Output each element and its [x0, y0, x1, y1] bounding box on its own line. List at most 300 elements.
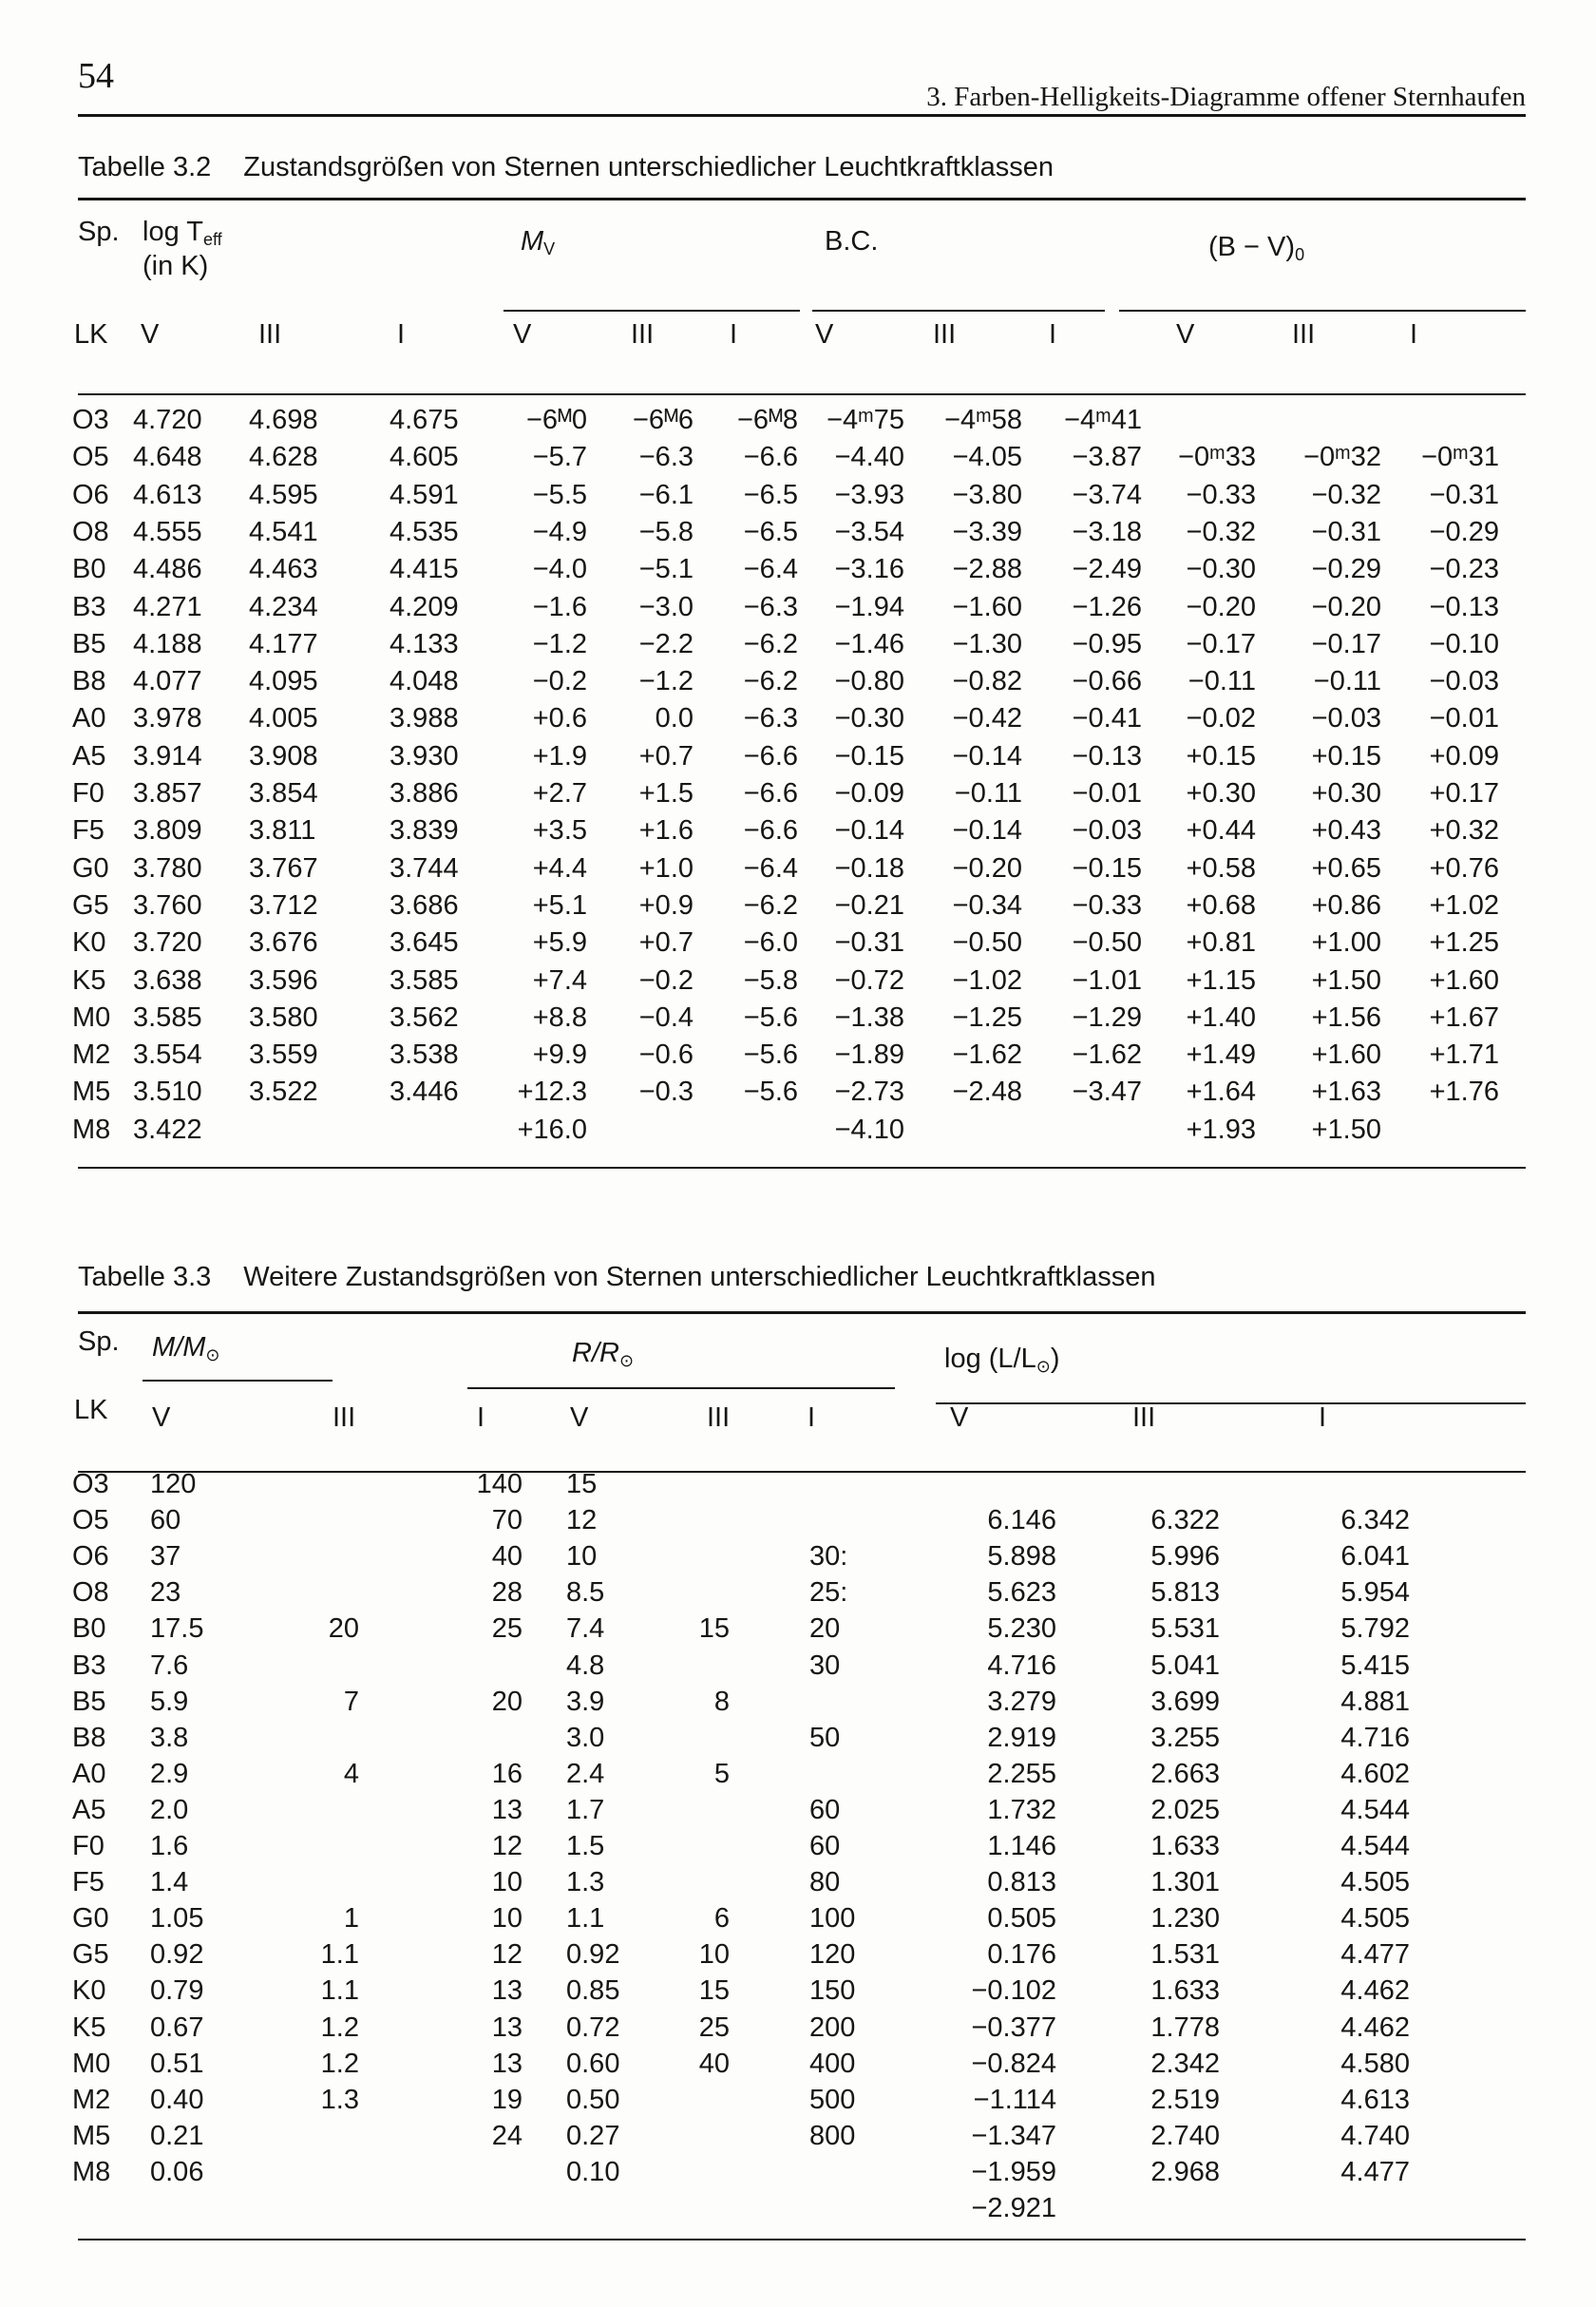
spectral-type-cell: G5	[72, 889, 109, 921]
table-cell: −1.30	[952, 628, 1022, 659]
table-cell: −0.23	[1429, 554, 1499, 585]
table-cell: 1.2	[320, 2048, 359, 2079]
table-cell: −0ᵐ32	[1303, 442, 1381, 473]
table-cell: +0.44	[1186, 815, 1256, 847]
table-cell: −3.0	[638, 591, 694, 622]
table-cell: +1.93	[1186, 1114, 1256, 1145]
table-cell: 3.645	[390, 927, 459, 959]
table-cell: −5.1	[638, 554, 694, 585]
spectral-type-cell: M8	[72, 1114, 111, 1145]
table-row	[0, 1721, 1520, 1755]
t33-head-sp: Sp.	[78, 1326, 120, 1357]
table-cell: 7	[343, 1686, 359, 1717]
table-cell: 4.716	[987, 1649, 1056, 1681]
table-cell: −0.4	[638, 1001, 694, 1033]
table-row	[0, 1901, 1520, 1935]
table-cell: 60	[809, 1831, 841, 1861]
spectral-type-cell: A5	[72, 740, 106, 772]
table-cell: +1.71	[1429, 1039, 1499, 1071]
table-row	[0, 2083, 1520, 2117]
table-cell: +5.1	[532, 889, 587, 921]
table-cell: 2.519	[1150, 2084, 1220, 2115]
table-cell: 3.559	[249, 1039, 318, 1071]
table-cell: 1.778	[1150, 2011, 1220, 2043]
table-cell: −1.29	[1072, 1001, 1142, 1033]
table-cell: 1.230	[1150, 1903, 1220, 1935]
table-cell: 120	[809, 1939, 856, 1971]
table-cell: 5.623	[987, 1577, 1056, 1609]
table-cell: 1.531	[1150, 1939, 1220, 1971]
spectral-type-cell: M5	[72, 2120, 111, 2151]
spectral-type-cell: F0	[72, 1831, 104, 1861]
table-cell: 12	[491, 1831, 522, 1861]
t32-class-label: I	[730, 319, 738, 350]
table-cell: 4.462	[1340, 1975, 1410, 2007]
table-cell: −6.3	[743, 703, 798, 734]
table-cell: 1.633	[1150, 1975, 1220, 2007]
table-cell: 4.580	[1340, 2048, 1410, 2079]
table-cell: 1.633	[1150, 1831, 1220, 1861]
table-cell: −0.66	[1072, 666, 1142, 697]
table-cell: 3.712	[249, 889, 318, 921]
table-cell: −6.2	[743, 889, 798, 921]
table-cell: 17.5	[150, 1613, 204, 1645]
table-cell: 3.9	[566, 1686, 605, 1717]
spectral-type-cell: B8	[72, 1722, 106, 1753]
table-cell: 15	[698, 1613, 730, 1645]
table-row	[0, 1757, 1520, 1791]
table-cell: 4.177	[249, 628, 318, 659]
table-row	[0, 925, 1520, 960]
table-cell: −4ᵐ75	[826, 405, 904, 435]
table-row	[0, 813, 1520, 848]
table-cell: 37	[150, 1541, 181, 1573]
table-cell: −0.82	[952, 666, 1022, 697]
table-cell: −0.72	[834, 964, 904, 996]
spectral-type-cell: G5	[72, 1939, 109, 1971]
spectral-type-cell: G0	[72, 1903, 109, 1935]
table-3-2-title: Zustandsgrößen von Sternen unterschiedlicher Leuchtkraftklassen	[243, 152, 1054, 182]
table-cell: −0.21	[834, 889, 904, 921]
table-cell: 5.898	[987, 1541, 1056, 1573]
table-cell: 10	[491, 1867, 522, 1898]
table-cell: 2.0	[150, 1794, 189, 1825]
table-cell: 3.780	[133, 852, 202, 884]
table-cell: 3.988	[390, 703, 459, 734]
table-cell: 1.5	[566, 1831, 605, 1861]
table-cell: 3.638	[133, 964, 202, 996]
table-cell: −0.824	[971, 2048, 1056, 2079]
table-cell: 150	[809, 1975, 856, 2007]
table-cell: 7.4	[566, 1613, 605, 1645]
table-cell: +1.25	[1429, 927, 1499, 959]
table-cell: +0.76	[1429, 852, 1499, 884]
table-cell: −1.60	[952, 591, 1022, 622]
table-cell: 3.760	[133, 889, 202, 921]
table-cell: 4.675	[390, 405, 459, 435]
table-cell: −0.20	[1186, 591, 1256, 622]
table-cell: 0.67	[150, 2011, 204, 2043]
t32-class-label: V	[141, 319, 160, 350]
table-cell: −1.01	[1072, 964, 1142, 996]
table-cell: +0.7	[638, 740, 694, 772]
table-cell: +1.50	[1311, 964, 1381, 996]
table-cell: +0.15	[1311, 740, 1381, 772]
table-cell: 5.230	[987, 1613, 1056, 1645]
table-cell: −5.6	[743, 1001, 798, 1033]
table-cell: 1.301	[1150, 1867, 1220, 1898]
spectral-type-cell: O8	[72, 516, 109, 547]
table-cell: +0.43	[1311, 815, 1381, 847]
table-3-2-caption	[78, 152, 1054, 183]
table-cell: −0.2	[638, 964, 694, 996]
t32-head-bc: B.C.	[825, 226, 879, 257]
t33-class-label: III	[707, 1402, 731, 1433]
table-row	[0, 2191, 1520, 2225]
table-cell: 1.6	[150, 1831, 189, 1861]
spectral-type-cell: B0	[72, 554, 106, 585]
spectral-type-cell: B0	[72, 1613, 106, 1645]
table-cell: 3.510	[133, 1077, 202, 1108]
table-cell: 10	[698, 1939, 730, 1971]
spectral-type-cell: K5	[72, 964, 106, 996]
table-cell: −0.95	[1072, 628, 1142, 659]
table-cell: 40	[698, 2048, 730, 2079]
table-cell: −0.17	[1186, 628, 1256, 659]
table-cell: 4.8	[566, 1649, 605, 1681]
spectral-type-cell: B3	[72, 591, 106, 622]
table-cell: +0.15	[1186, 740, 1256, 772]
table-cell: −1.38	[834, 1001, 904, 1033]
table-cell: −0.03	[1072, 815, 1142, 847]
table-cell: −2.921	[971, 2193, 1056, 2223]
table-cell: 20	[491, 1686, 522, 1717]
table-cell: −6.6	[743, 442, 798, 473]
table-cell: 4.595	[249, 479, 318, 510]
spectral-type-cell: B8	[72, 666, 106, 697]
table-cell: −1.46	[834, 628, 904, 659]
table-cell: 3.930	[390, 740, 459, 772]
table-cell: −6.2	[743, 666, 798, 697]
t32-span-rule-bc	[812, 310, 1105, 312]
table-cell: 3.908	[249, 740, 318, 772]
table-row	[0, 627, 1520, 661]
table-cell: 4.628	[249, 442, 318, 473]
table-cell: −0.14	[834, 815, 904, 847]
t32-head-lk: LK	[74, 319, 108, 350]
table-cell: 4.477	[1340, 1939, 1410, 1971]
table-cell: 3.554	[133, 1039, 202, 1071]
spectral-type-cell: K0	[72, 927, 106, 959]
table-cell: +1.6	[638, 815, 694, 847]
table-cell: 5.041	[1150, 1649, 1220, 1681]
table-cell: +1.0	[638, 852, 694, 884]
table-row	[0, 776, 1520, 810]
table-cell: −1.62	[952, 1039, 1022, 1071]
table-cell: 4.234	[249, 591, 318, 622]
table-cell: −6.3	[743, 591, 798, 622]
table-cell: 3.279	[987, 1686, 1056, 1717]
table-cell: −0.29	[1311, 554, 1381, 585]
table-cell: −3.18	[1072, 516, 1142, 547]
table-cell: 6.146	[987, 1505, 1056, 1536]
table-cell: +16.0	[517, 1114, 587, 1145]
table-cell: −5.8	[638, 516, 694, 547]
table-cell: −2.49	[1072, 554, 1142, 585]
table-cell: 4.613	[1340, 2084, 1410, 2115]
table-row	[0, 2011, 1520, 2045]
table-cell: −1.347	[971, 2120, 1056, 2151]
table-cell: 4.613	[133, 479, 202, 510]
table-cell: −2.2	[638, 628, 694, 659]
table-cell: −0.33	[1072, 889, 1142, 921]
table-cell: −3.47	[1072, 1077, 1142, 1108]
t33-span-rule-mass	[142, 1380, 332, 1382]
table-cell: 5.531	[1150, 1613, 1220, 1645]
table-cell: 120	[150, 1469, 197, 1499]
t32-class-label: V	[815, 319, 834, 350]
table-3-2-head-rule	[78, 393, 1526, 395]
spectral-type-cell: B5	[72, 628, 106, 659]
table-cell: 6.322	[1150, 1505, 1220, 1536]
spectral-type-cell: O3	[72, 1469, 109, 1499]
table-cell: 100	[809, 1903, 856, 1935]
table-3-2-top-rule	[78, 198, 1526, 200]
table-cell: −6.5	[743, 479, 798, 510]
table-cell: 0.40	[150, 2084, 204, 2115]
table-cell: 3.914	[133, 740, 202, 772]
table-cell: 3.744	[390, 852, 459, 884]
table-cell: +0.7	[638, 927, 694, 959]
table-cell: 23	[150, 1577, 181, 1609]
spectral-type-cell: O5	[72, 442, 109, 473]
table-row	[0, 1075, 1520, 1109]
table-cell: 4.477	[1340, 2156, 1410, 2187]
t33-class-label: V	[950, 1402, 969, 1433]
table-cell: 15	[698, 1975, 730, 2007]
table-row	[0, 403, 1520, 437]
table-cell: −6.1	[638, 479, 694, 510]
table-cell: 1.3	[566, 1867, 605, 1898]
t33-head-mass: $M/M_⊙$	[152, 1332, 220, 1364]
table-cell: 8	[713, 1686, 730, 1717]
table-cell: 0.176	[987, 1939, 1056, 1971]
table-cell: +1.64	[1186, 1077, 1256, 1108]
table-cell: −4ᵐ41	[1064, 405, 1142, 435]
table-cell: 3.596	[249, 964, 318, 996]
table-3-3-label: Tabelle 3.3	[78, 1262, 212, 1292]
table-cell: −2.48	[952, 1077, 1022, 1108]
table-cell: 25:	[809, 1577, 848, 1609]
table-cell: 4.535	[390, 516, 459, 547]
table-3-2-label: Tabelle 3.2	[78, 152, 212, 182]
table-cell: −3.93	[834, 479, 904, 510]
table-cell: 3.580	[249, 1001, 318, 1033]
table-cell: 3.720	[133, 927, 202, 959]
table-cell: 1.1	[320, 1975, 359, 2007]
t32-class-label: V	[1176, 319, 1195, 350]
header-rule	[78, 114, 1526, 117]
table-cell: −0.31	[1311, 516, 1381, 547]
table-cell: 3.886	[390, 778, 459, 809]
spectral-type-cell: M0	[72, 1001, 111, 1033]
table-cell: 4.505	[1340, 1903, 1410, 1935]
table-row	[0, 2047, 1520, 2081]
table-cell: −1.959	[971, 2156, 1056, 2187]
table-cell: 2.968	[1150, 2156, 1220, 2187]
spectral-type-cell: F0	[72, 778, 104, 809]
spectral-type-cell: K5	[72, 2011, 106, 2043]
table-cell: 50	[809, 1722, 841, 1753]
table-cell: −3.80	[952, 479, 1022, 510]
table-cell: −0.30	[834, 703, 904, 734]
table-cell: −0.03	[1429, 666, 1499, 697]
table-cell: −0.11	[954, 778, 1022, 809]
table-cell: 4.415	[390, 554, 459, 585]
table-cell: −0.32	[1311, 479, 1381, 510]
table-cell: 80	[809, 1867, 841, 1898]
table-cell: −3.16	[834, 554, 904, 585]
table-cell: −0.33	[1186, 479, 1256, 510]
spectral-type-cell: G0	[72, 852, 109, 884]
table-cell: 3.446	[390, 1077, 459, 1108]
table-cell: 3.676	[249, 927, 318, 959]
table-cell: 3.422	[133, 1114, 202, 1145]
table-row	[0, 1038, 1520, 1072]
table-cell: −0.29	[1429, 516, 1499, 547]
spectral-type-cell: B3	[72, 1649, 106, 1681]
table-3-3-bottom-rule	[78, 2239, 1526, 2240]
table-cell: +0.65	[1311, 852, 1381, 884]
table-cell: −6.0	[743, 927, 798, 959]
table-cell: +1.5	[638, 778, 694, 809]
table-cell: −0.11	[1188, 666, 1256, 697]
table-cell: −0ᵐ31	[1421, 442, 1499, 473]
table-cell: 3.585	[390, 964, 459, 996]
table-row	[0, 552, 1520, 586]
table-cell: 1.732	[987, 1794, 1056, 1825]
t33-span-rule-lum	[936, 1402, 1526, 1404]
table-cell: 0.72	[566, 2011, 620, 2043]
table-cell: 0.92	[566, 1939, 620, 1971]
table-cell: 3.8	[150, 1722, 189, 1753]
table-cell: −4.05	[952, 442, 1022, 473]
table-cell: 4.602	[1340, 1758, 1410, 1789]
table-cell: 6	[713, 1903, 730, 1935]
table-cell: 4.648	[133, 442, 202, 473]
table-cell: −1.6	[532, 591, 587, 622]
table-cell: 4.716	[1340, 1722, 1410, 1753]
table-cell: −1.26	[1072, 591, 1142, 622]
table-cell: 19	[491, 2084, 522, 2115]
t32-class-label: V	[513, 319, 532, 350]
table-cell: −3.87	[1072, 442, 1142, 473]
table-cell: −1.2	[532, 628, 587, 659]
table-cell: 20	[328, 1613, 359, 1645]
table-cell: 500	[809, 2084, 856, 2115]
table-cell: 5.996	[1150, 1541, 1220, 1573]
table-cell: +8.8	[532, 1001, 587, 1033]
table-cell: −1.114	[973, 2084, 1056, 2115]
table-cell: 60	[150, 1505, 181, 1536]
table-cell: +0.30	[1311, 778, 1381, 809]
table-cell: +1.76	[1429, 1077, 1499, 1108]
t32-class-label: III	[1292, 319, 1316, 350]
table-cell: 13	[491, 2011, 522, 2043]
table-cell: 40	[491, 1541, 522, 1573]
table-cell: 0.21	[150, 2120, 204, 2151]
table-cell: −0.80	[834, 666, 904, 697]
spectral-type-cell: O6	[72, 479, 109, 510]
spectral-type-cell: O6	[72, 1541, 109, 1573]
table-cell: +12.3	[517, 1077, 587, 1108]
table-cell: −5.6	[743, 1077, 798, 1108]
table-cell: 2.9	[150, 1758, 189, 1789]
table-row	[0, 739, 1520, 773]
table-cell: 140	[476, 1469, 522, 1499]
table-cell: −0.3	[638, 1077, 694, 1108]
table-cell: −6.4	[743, 554, 798, 585]
spectral-type-cell: O3	[72, 405, 109, 435]
t32-head-mv: $M_V$	[521, 226, 556, 258]
table-row	[0, 1973, 1520, 2008]
table-cell: +1.63	[1311, 1077, 1381, 1108]
table-cell: −0.18	[834, 852, 904, 884]
spectral-type-cell: A5	[72, 1794, 106, 1825]
table-cell: +0.68	[1186, 889, 1256, 921]
table-cell: −0.13	[1429, 591, 1499, 622]
table-cell: −6.6	[743, 740, 798, 772]
table-row	[0, 1113, 1520, 1147]
table-cell: +0.9	[638, 889, 694, 921]
table-cell: 3.686	[390, 889, 459, 921]
table-cell: 3.809	[133, 815, 202, 847]
table-row	[0, 1503, 1520, 1537]
table-cell: −0.09	[834, 778, 904, 809]
table-cell: −0.15	[834, 740, 904, 772]
table-cell: +0.86	[1311, 889, 1381, 921]
table-cell: 4.541	[249, 516, 318, 547]
table-row	[0, 590, 1520, 624]
table-row	[0, 1793, 1520, 1827]
table-cell: 4.544	[1340, 1794, 1410, 1825]
t33-class-label: I	[1319, 1402, 1327, 1433]
table-row	[0, 1865, 1520, 1899]
spectral-type-cell: O5	[72, 1505, 109, 1536]
table-cell: 4.188	[133, 628, 202, 659]
table-cell: 2.740	[1150, 2120, 1220, 2151]
spectral-type-cell: M5	[72, 1077, 111, 1108]
running-head: 3. Farben-Helligkeits-Diagramme offener Sternhaufen	[926, 82, 1526, 112]
table-cell: 3.255	[1150, 1722, 1220, 1753]
table-cell: 4.591	[390, 479, 459, 510]
table-cell: −0.01	[1072, 778, 1142, 809]
table-cell: −5.8	[743, 964, 798, 996]
table-cell: +1.15	[1186, 964, 1256, 996]
table-cell: 3.857	[133, 778, 202, 809]
spectral-type-cell: A0	[72, 703, 106, 734]
table-cell: −0.20	[952, 852, 1022, 884]
table-cell: 1	[343, 1903, 359, 1935]
table-cell: 16	[491, 1758, 522, 1789]
table-cell: 24	[491, 2120, 522, 2151]
table-cell: 3.522	[249, 1077, 318, 1108]
table-cell: −6.4	[743, 852, 798, 884]
table-cell: 3.562	[390, 1001, 459, 1033]
table-cell: +1.02	[1429, 889, 1499, 921]
table-row	[0, 1467, 1520, 1501]
table-cell: 0.813	[987, 1867, 1056, 1898]
